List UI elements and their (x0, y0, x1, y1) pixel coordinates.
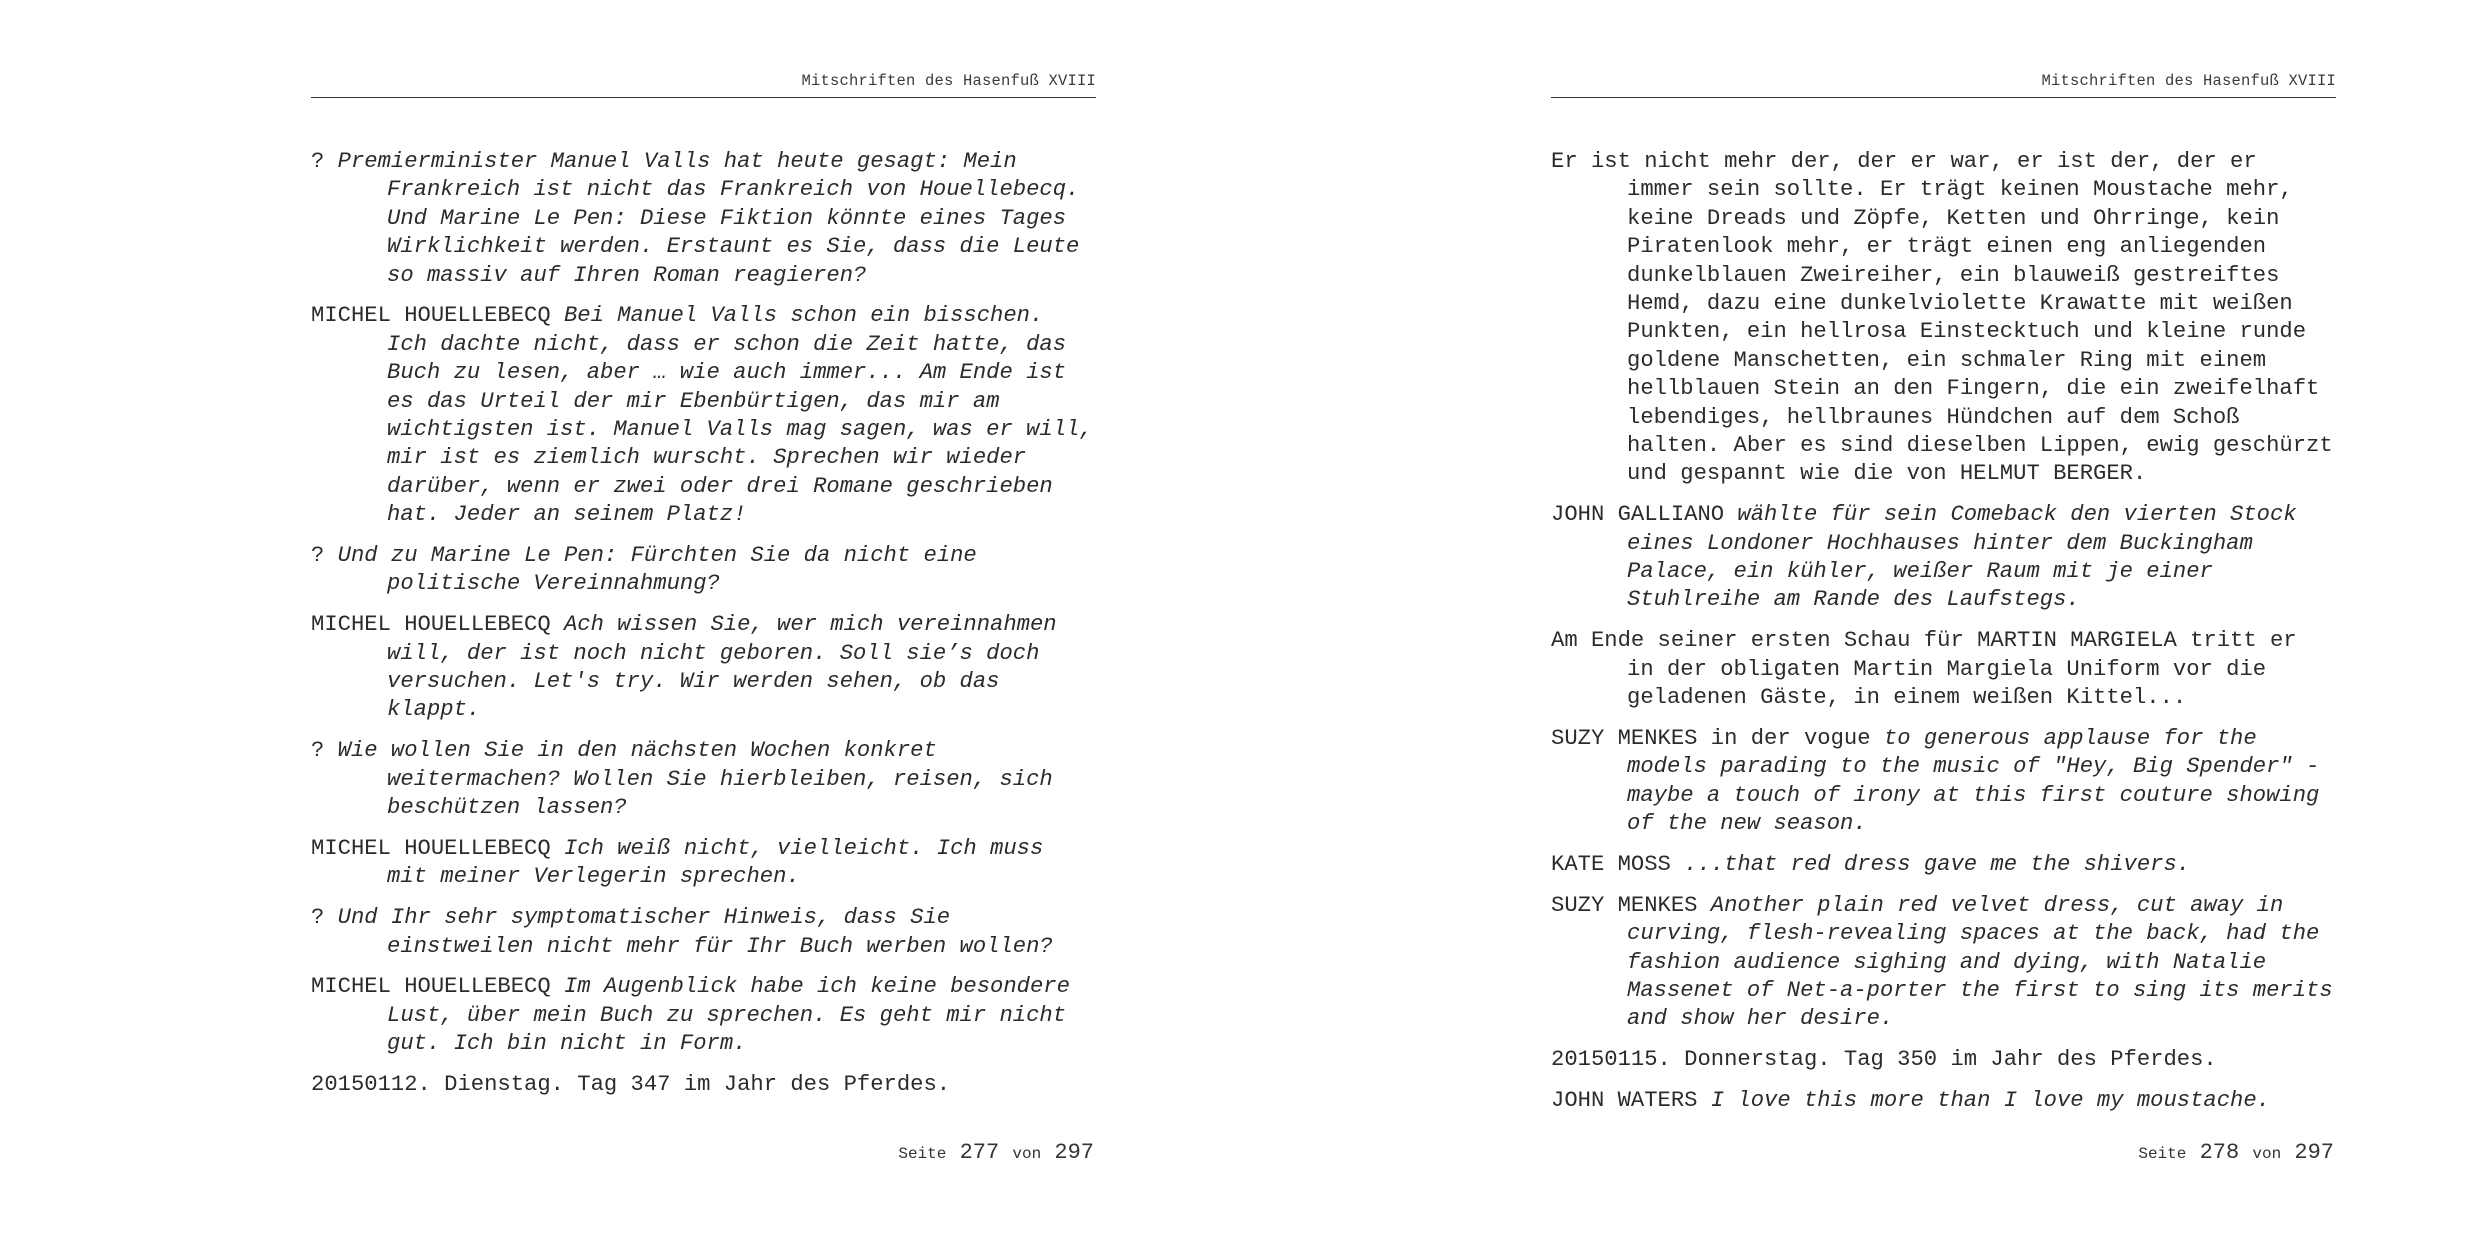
speaker-label: ? (311, 738, 338, 764)
left-page (311, 0, 1096, 1240)
page-number: 278 (2199, 1140, 2240, 1165)
italic-text: I love this more than I love my moustache. (1710, 1087, 2270, 1113)
seite-label: Seite (898, 1145, 947, 1163)
running-header: Mitschriften des Hasenfuß XVIII (2041, 72, 2336, 90)
paragraph (1551, 1087, 2336, 1115)
italic-text: Bei Manuel Valls schon ein bisschen. Ich dachte nicht, dass er schon die Zeit hatte, das Buch zu lesen, aber … wie auch immer... Am Ende ist es das Urteil der mir Ebenbürtigen, das mir am wichtigsten ist. Manuel Valls mag sagen, was er will, mir ist es ziemlich wurscht. Sprechen wir wieder darüber, wenn er zwei oder drei Romane geschrieben hat. Jeder an seinem Platz! (387, 303, 1093, 528)
italic-text: ...that red dress gave me the shivers. (1684, 851, 2191, 877)
paragraph (1551, 851, 2336, 879)
italic-text: Und zu Marine Le Pen: Fürchten Sie da nicht eine politische Vereinnahmung? (337, 543, 977, 597)
speaker-label: SUZY MENKES in der vogue (1551, 725, 1884, 751)
header-rule (311, 97, 1096, 98)
running-header: Mitschriften des Hasenfuß XVIII (801, 72, 1096, 90)
seite-label: Seite (2138, 1145, 2187, 1163)
italic-text: Another plain red velvet dress, cut away in curving, flesh-revealing spaces at the back, had the fashion audience sighing and dying, with Natalie Massenet of Net-a-porter the first to sing its merits and show her desire. (1627, 892, 2333, 1032)
date-entry (1551, 1046, 2336, 1074)
paragraph (311, 835, 1096, 892)
paragraph (311, 148, 1096, 290)
page-total: 297 (2294, 1140, 2334, 1165)
italic-text: Ich weiß nicht, vielleicht. Ich muss mit meiner Verlegerin sprechen. (387, 835, 1044, 890)
paragraph (1551, 501, 2336, 615)
page-footer (2138, 1140, 2334, 1165)
italic-text: Und Ihr sehr symptomatischer Hinweis, dass Sie einstweilen nicht mehr für Ihr Buch werben wollen? (337, 905, 1053, 959)
speaker-label: JOHN GALLIANO (1551, 502, 1738, 528)
page-total: 297 (1054, 1140, 1094, 1165)
body-text: Er ist nicht mehr der, der er war, er ist der, der er immer sein sollte. Er trägt keinen Moustache mehr, keine Dreads und Zöpfe, Ketten und Ohrringe, kein Piratenlook mehr, er trägt einen eng anliegenden dunkelblauen Zweireiher, ein blauweiß gestreiftes Hemd, dazu eine dunkelviolette Krawatte mit weißen Punkten, ein hellrosa Einstecktuch und kleine runde goldene Manschetten, ein schmaler Ring mit einem hellblauen Stein an den Fingern, die ein zweifelhaft lebendiges, hellbraunes Hündchen auf dem Schoß halten. Aber es sind dieselben Lippen, ewig geschürzt und gespannt wie die von HELMUT BERGER. (1551, 149, 2333, 487)
header-rule (1551, 97, 2336, 98)
speaker-label: ? (311, 543, 338, 569)
italic-text: to generous applause for the models parading to the music of "Hey, Big Spender" - maybe a touch of irony at this first couture showing of the new season. (1627, 725, 2320, 837)
page-body (311, 148, 1096, 1112)
speaker-label: ? (311, 905, 338, 931)
italic-text: Im Augenblick habe ich keine besondere Lust, über mein Buch zu sprechen. Es geht mir nicht gut. Ich bin nicht in Form. (387, 974, 1070, 1057)
paragraph (1551, 148, 2336, 489)
page-footer (898, 1140, 1094, 1165)
von-label: von (2252, 1145, 2282, 1163)
date-entry (311, 1071, 1096, 1099)
speaker-label: MICHEL HOUELLEBECQ (311, 835, 564, 861)
paragraph (1551, 627, 2336, 712)
paragraph (311, 737, 1096, 822)
date-text: 20150115. Donnerstag. Tag 350 im Jahr des Pferdes. (1551, 1047, 2217, 1073)
page-number: 277 (959, 1140, 1000, 1165)
right-page (1551, 0, 2336, 1240)
italic-text: wählte für sein Comeback den vierten Stock eines Londoner Hochhauses hinter dem Buckingham Palace, ein kühler, weißer Raum mit je einer Stuhlreihe am Rande des Laufstegs. (1627, 502, 2297, 613)
speaker-label: KATE MOSS (1551, 851, 1685, 877)
paragraph (1551, 892, 2336, 1034)
von-label: von (1012, 1145, 1042, 1163)
speaker-label: MICHEL HOUELLEBECQ (311, 612, 564, 638)
speaker-label: MICHEL HOUELLEBECQ (311, 974, 564, 1000)
paragraph (1551, 725, 2336, 839)
italic-text: Premierminister Manuel Valls hat heute gesagt: Mein Frankreich ist nicht das Frankreich von Houellebecq. Und Marine Le Pen: Diese Fiktion könnte eines Tages Wirklichkeit werden. Erstaunt es Sie, dass die Leute so massiv auf Ihren Roman reagieren? (337, 149, 1080, 288)
paragraph (311, 973, 1096, 1058)
paragraph (311, 904, 1096, 961)
page-body (1551, 148, 2336, 1128)
speaker-label: ? (311, 149, 338, 174)
paragraph (311, 611, 1096, 725)
date-text: 20150112. Dienstag. Tag 347 im Jahr des Pferdes. (311, 1071, 951, 1097)
paragraph (311, 302, 1096, 529)
italic-text: Wie wollen Sie in den nächsten Wochen konkret weitermachen? Wollen Sie hierbleiben, reisen, sich beschützen lassen? (337, 738, 1053, 821)
speaker-label: MICHEL HOUELLEBECQ (311, 303, 564, 329)
body-text: Am Ende seiner ersten Schau für MARTIN MARGIELA tritt er in der obligaten Martin Margiela Uniform vor die geladenen Gäste, in einem weißen Kittel... (1551, 628, 2297, 711)
paragraph (311, 542, 1096, 599)
italic-text: Ach wissen Sie, wer mich vereinnahmen will, der ist noch nicht geboren. Soll sie’s doch versuchen. Let's try. Wir werden sehen, ob das klappt. (387, 612, 1057, 723)
speaker-label: JOHN WATERS (1551, 1087, 1711, 1113)
speaker-label: SUZY MENKES (1551, 892, 1711, 918)
